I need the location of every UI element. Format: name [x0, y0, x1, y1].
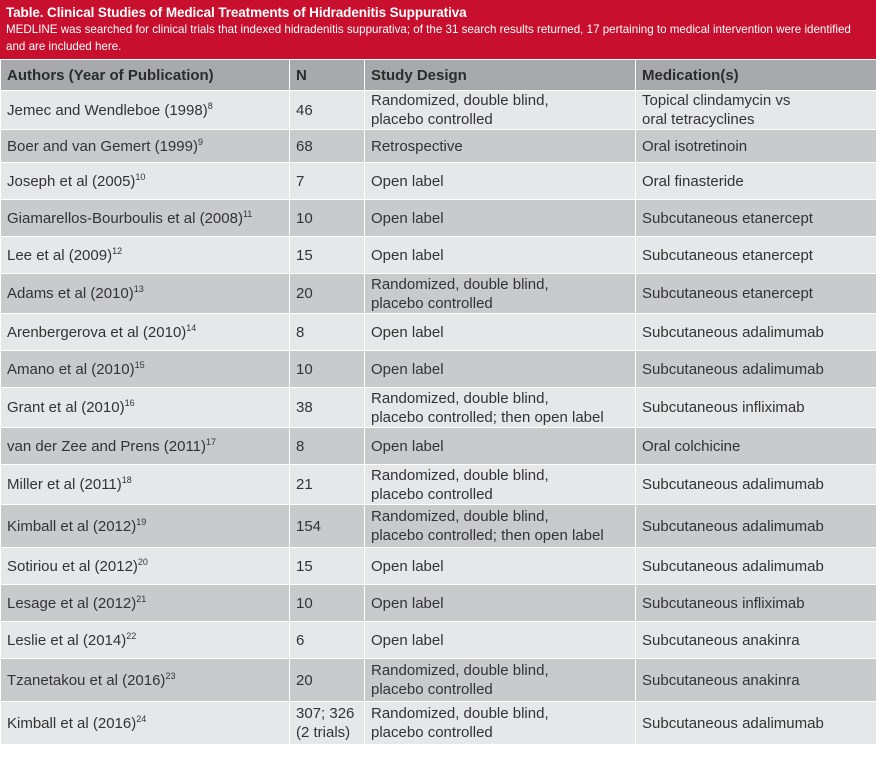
medication-cell — [636, 548, 876, 585]
n-cell — [290, 428, 365, 465]
table-row — [1, 351, 876, 388]
medication-line: Subcutaneous adalimumab — [642, 517, 824, 535]
medication-line: Oral colchicine — [642, 437, 741, 455]
reference-number: 8 — [207, 100, 213, 111]
author-text: Miller et al (2011) — [7, 476, 122, 493]
reference-number: 11 — [242, 208, 253, 219]
design-cell — [365, 274, 636, 314]
n-cell — [290, 274, 365, 314]
n-value: 20 — [296, 671, 313, 689]
design-line: Randomized, double blind, — [371, 275, 549, 293]
author-cell — [1, 163, 290, 200]
header-authors: Authors (Year of Publication) — [1, 60, 290, 91]
author-cell — [1, 237, 290, 274]
table-title: Table. Clinical Studies of Medical Treatments of Hidradenitis Suppurativa — [6, 5, 467, 20]
design-line: Open label — [371, 246, 444, 264]
design-line: Open label — [371, 557, 444, 575]
author-cell — [1, 351, 290, 388]
reference-number: 10 — [135, 171, 146, 182]
n-value: 68 — [296, 137, 313, 155]
n-cell — [290, 200, 365, 237]
table-row — [1, 585, 876, 622]
n-cell — [290, 351, 365, 388]
author-cell — [1, 465, 290, 505]
design-cell — [365, 465, 636, 505]
n-cell — [290, 702, 365, 745]
n-cell — [290, 659, 365, 702]
design-cell — [365, 314, 636, 351]
design-line: placebo controlled — [371, 681, 493, 698]
design-line: Randomized, double blind, — [371, 389, 549, 407]
medication-cell — [636, 388, 876, 428]
design-cell — [365, 659, 636, 702]
n-value: 15 — [296, 557, 313, 575]
medication-cell — [636, 351, 876, 388]
author-cell — [1, 428, 290, 465]
author-text: Lee et al (2009) — [7, 246, 113, 264]
author-text: Amano et al (2010) — [7, 360, 135, 378]
author-cell — [1, 314, 290, 351]
design-cell — [365, 622, 636, 659]
author-text: Adams et al (2010) — [7, 285, 134, 302]
medication-line: Subcutaneous adalimumab — [642, 476, 824, 493]
design-line: Randomized, double blind, — [371, 466, 549, 484]
author-cell — [1, 548, 290, 585]
author-text: Lesage et al (2012) — [7, 594, 137, 612]
reference-number: 14 — [186, 322, 197, 333]
design-line: Open label — [371, 360, 444, 378]
medication-cell — [636, 163, 876, 200]
n-value: 15 — [296, 246, 313, 264]
reference-number: 9 — [197, 136, 203, 147]
design-line: placebo controlled; then open label — [371, 408, 604, 426]
design-line: Open label — [371, 631, 444, 649]
table-row — [1, 274, 876, 314]
medication-line: Oral isotretinoin — [642, 137, 748, 155]
medication-line: oral tetracyclines — [642, 111, 755, 128]
n-value: 38 — [296, 399, 313, 416]
design-line: Open label — [371, 172, 444, 190]
studies-table — [0, 59, 876, 745]
author-text: van der Zee and Prens (2011) — [7, 437, 207, 455]
design-cell — [365, 200, 636, 237]
reference-number: 23 — [165, 670, 176, 681]
design-line: placebo controlled — [371, 111, 493, 128]
medication-line: Subcutaneous anakinra — [642, 631, 800, 649]
n-cell — [290, 314, 365, 351]
author-cell — [1, 659, 290, 702]
design-line: Open label — [371, 209, 444, 227]
medication-line: Subcutaneous infliximab — [642, 594, 805, 612]
medication-line: Subcutaneous adalimumab — [642, 557, 824, 575]
table-description: MEDLINE was searched for clinical trials that indexed hidradenitis suppurativa; of the 31 search results returned, 17 pertaining to medical intervention were identified and are included here. — [6, 23, 851, 53]
design-cell — [365, 428, 636, 465]
reference-number: 12 — [112, 245, 123, 256]
table-row — [1, 428, 876, 465]
author-text: Leslie et al (2014) — [7, 631, 127, 649]
table-row — [1, 702, 876, 745]
n-cell — [290, 237, 365, 274]
design-cell — [365, 548, 636, 585]
n-value: 21 — [296, 476, 313, 493]
n-value: 10 — [296, 360, 313, 378]
design-cell — [365, 351, 636, 388]
table-row — [1, 163, 876, 200]
design-line: placebo controlled; then open label — [371, 527, 604, 544]
n-value: 8 — [296, 437, 305, 455]
n-cell — [290, 388, 365, 428]
medication-cell — [636, 130, 876, 163]
table-body — [1, 91, 876, 745]
medication-cell — [636, 505, 876, 548]
design-cell — [365, 585, 636, 622]
n-cell — [290, 465, 365, 505]
reference-number: 21 — [136, 593, 147, 604]
medication-cell — [636, 274, 876, 314]
medication-line: Oral finasteride — [642, 172, 744, 190]
author-cell — [1, 505, 290, 548]
n-cell — [290, 585, 365, 622]
reference-number: 19 — [136, 516, 147, 527]
author-cell — [1, 130, 290, 163]
medication-cell — [636, 314, 876, 351]
design-line: placebo controlled — [371, 724, 493, 741]
reference-number: 18 — [121, 475, 132, 485]
reference-number: 20 — [137, 556, 148, 567]
author-text: Boer and van Gemert (1999) — [7, 137, 198, 155]
design-cell — [365, 130, 636, 163]
design-cell — [365, 505, 636, 548]
design-cell — [365, 91, 636, 130]
n-value: 6 — [296, 631, 305, 649]
design-cell — [365, 388, 636, 428]
author-cell — [1, 91, 290, 130]
medication-cell — [636, 428, 876, 465]
medication-line: Subcutaneous infliximab — [642, 399, 805, 416]
table-row — [1, 200, 876, 237]
author-text: Kimball et al (2016) — [7, 714, 137, 732]
medication-line: Subcutaneous adalimumab — [642, 714, 824, 732]
n-cell — [290, 548, 365, 585]
medication-line: Subcutaneous etanercept — [642, 209, 813, 227]
n-value: 20 — [296, 285, 313, 302]
design-cell — [365, 702, 636, 745]
n-cell — [290, 622, 365, 659]
reference-number: 15 — [134, 359, 145, 370]
medication-line: Topical clindamycin vs — [642, 92, 791, 109]
n-value: 10 — [296, 594, 313, 612]
n-value: 154 — [296, 517, 322, 535]
design-line: Open label — [371, 594, 444, 612]
medication-cell — [636, 91, 876, 130]
author-cell — [1, 585, 290, 622]
author-cell — [1, 702, 290, 745]
n-cell — [290, 163, 365, 200]
author-cell — [1, 388, 290, 428]
design-line: placebo controlled — [371, 294, 493, 312]
n-value: 307; 326 (2 trials) — [296, 705, 355, 741]
reference-number: 16 — [124, 398, 135, 408]
medication-cell — [636, 702, 876, 745]
table-row — [1, 314, 876, 351]
table-row — [1, 388, 876, 428]
header-medications: Medication(s) — [636, 60, 876, 91]
medication-cell — [636, 622, 876, 659]
n-value: 7 — [296, 172, 305, 190]
author-cell — [1, 274, 290, 314]
header-study-design: Study Design — [365, 60, 636, 91]
table-row — [1, 622, 876, 659]
table-caption — [0, 0, 876, 59]
design-cell — [365, 163, 636, 200]
header-row — [1, 60, 876, 91]
medication-line: Subcutaneous adalimumab — [642, 323, 824, 341]
table-row — [1, 237, 876, 274]
medication-cell — [636, 585, 876, 622]
n-cell — [290, 505, 365, 548]
author-cell — [1, 200, 290, 237]
author-text: Joseph et al (2005) — [7, 172, 136, 190]
design-line: Open label — [371, 323, 444, 341]
design-line: Randomized, double blind, — [371, 92, 549, 109]
design-line: Retrospective — [371, 137, 463, 155]
n-cell — [290, 130, 365, 163]
table-row — [1, 505, 876, 548]
design-line: Open label — [371, 437, 444, 455]
table-row — [1, 130, 876, 163]
medication-cell — [636, 200, 876, 237]
author-text: Arenbergerova et al (2010) — [7, 323, 187, 341]
reference-number: 17 — [206, 436, 217, 447]
medication-line: Subcutaneous adalimumab — [642, 360, 824, 378]
table-row — [1, 465, 876, 505]
table-row — [1, 659, 876, 702]
medication-cell — [636, 237, 876, 274]
author-text: Giamarellos-Bourboulis et al (2008) — [7, 209, 243, 227]
design-line: Randomized, double blind, — [371, 508, 549, 525]
design-cell — [365, 237, 636, 274]
table-row — [1, 91, 876, 130]
design-line: Randomized, double blind, — [371, 705, 549, 722]
n-value: 46 — [296, 101, 313, 119]
medication-line: Subcutaneous etanercept — [642, 285, 813, 302]
table-row — [1, 548, 876, 585]
n-cell — [290, 91, 365, 130]
design-line: placebo controlled — [371, 485, 493, 503]
header-n: N — [290, 60, 365, 91]
medication-line: Subcutaneous anakinra — [642, 671, 800, 689]
n-value: 8 — [296, 323, 305, 341]
reference-number: 22 — [126, 630, 137, 641]
design-line: Randomized, double blind, — [371, 662, 549, 679]
author-text: Grant et al (2010) — [7, 399, 125, 416]
medication-line: Subcutaneous etanercept — [642, 246, 813, 264]
author-text: Jemec and Wendleboe (1998) — [7, 101, 208, 119]
author-text: Sotiriou et al (2012) — [7, 557, 138, 575]
reference-number: 13 — [133, 284, 144, 294]
reference-number: 24 — [136, 713, 147, 724]
author-cell — [1, 622, 290, 659]
author-text: Kimball et al (2012) — [7, 517, 137, 535]
medication-cell — [636, 465, 876, 505]
medication-cell — [636, 659, 876, 702]
author-text: Tzanetakou et al (2016) — [7, 671, 166, 689]
n-value: 10 — [296, 209, 313, 227]
